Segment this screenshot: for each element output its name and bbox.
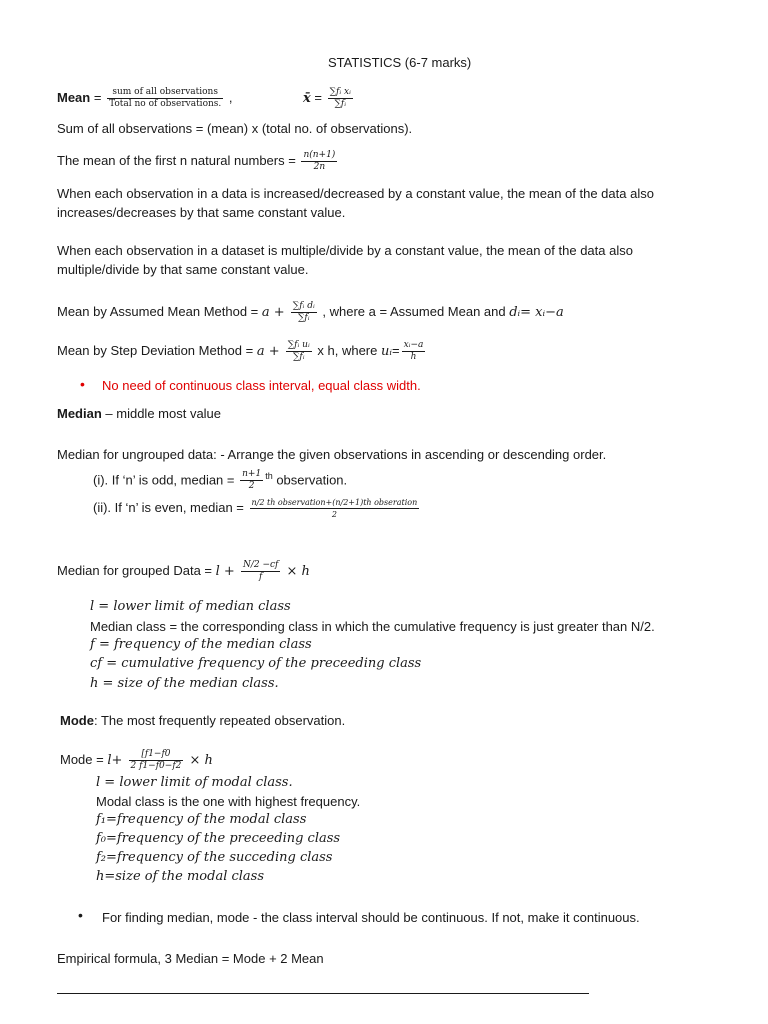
mean-symbolic-den: ∑fᵢ — [334, 99, 347, 109]
bullet-icon: • — [78, 907, 83, 923]
median-odd-post: observation. — [272, 472, 348, 488]
assumed-mean-line — [57, 301, 564, 324]
median-h-definition: h = size of the median class. — [90, 676, 279, 691]
step-den: ∑fᵢ — [292, 352, 305, 362]
assumed-rest: , where a = Assumed Mean and — [318, 303, 510, 319]
empirical-formula: Empirical formula, 3 Median = Mode + 2 Mean — [57, 951, 324, 966]
assumed-a-plus: a + — [261, 304, 289, 320]
step-deviation-line — [57, 340, 427, 363]
step-u-num: xᵢ−a — [403, 340, 424, 350]
natural-num: n(n+1) — [303, 150, 336, 160]
step-u-den: h — [410, 352, 417, 362]
mode-den: 2 f1−f0−f2 — [130, 761, 182, 771]
median-odd-den: 2 — [248, 481, 255, 492]
median-even-den: 2 — [331, 510, 337, 519]
mode-post: × h — [185, 752, 213, 768]
mode-formula — [60, 749, 213, 772]
mean-definition — [57, 87, 233, 110]
median-odd-num: n+1 — [242, 469, 262, 480]
mean-eq: = — [90, 89, 106, 105]
median-odd-th: th — [265, 471, 273, 481]
step-eq: = — [391, 342, 400, 358]
continuous-note: For finding median, mode - the class interval should be continuous. If not, make it continuous. — [102, 910, 640, 925]
page-title: STATISTICS (6-7 marks) — [328, 55, 472, 70]
assumed-num: ∑fᵢ dᵢ — [292, 301, 315, 311]
median-grouped-line — [57, 560, 310, 583]
mean-fraction-den: Total no of observations. — [109, 99, 222, 109]
median-even-line — [93, 497, 421, 520]
xbar-symbol: x̄ — [303, 90, 311, 106]
mode-formula-pre: Mode = — [60, 751, 108, 767]
natural-den: 2n — [313, 162, 326, 172]
median-grouped-pre: Median for grouped Data = — [57, 562, 216, 578]
step-u-fraction — [402, 340, 426, 363]
mode-desc: : The most frequently repeated observation. — [93, 713, 346, 728]
multiply-line-1: When each observation in a dataset is multiple/divide by a constant value, the mean of the data also — [57, 243, 633, 258]
red-note: No need of continuous class interval, equal class width. — [102, 378, 421, 393]
median-grouped-den: f — [259, 572, 263, 582]
median-l-definition: l = lower limit of median class — [90, 599, 291, 614]
median-grouped-fraction — [241, 560, 280, 583]
mode-f0-definition: f₀=frequency of the preceeding class — [96, 831, 341, 846]
median-label: Median — [57, 406, 102, 421]
median-even-num: n/2 th observation+(n/2+1)th obseration — [251, 498, 418, 507]
mode-fraction — [129, 749, 184, 772]
mean-fraction-num: sum of all observations — [107, 87, 223, 99]
mean-label: Mean — [57, 89, 91, 105]
step-num: ∑fᵢ uᵢ — [287, 340, 310, 350]
median-odd-fraction — [240, 469, 263, 492]
natural-numbers-line — [57, 150, 339, 173]
natural-fraction — [301, 150, 337, 173]
assumed-fraction — [291, 301, 317, 324]
median-odd-line — [93, 468, 347, 492]
xbar-eq: = — [310, 89, 326, 105]
assumed-den: ∑fᵢ — [298, 313, 310, 323]
mode-num: [f1−f0 — [129, 749, 184, 761]
mode-f1-definition: f₁=frequency of the modal class — [96, 812, 307, 827]
assumed-text: Mean by Assumed Mean Method = — [57, 303, 262, 319]
mode-heading — [60, 713, 345, 729]
mode-formula-l: l+ — [107, 752, 127, 768]
increase-line-1: When each observation in a data is increased/decreased by a constant value, the mean of the data also — [57, 186, 654, 201]
median-desc: – middle most value — [101, 406, 222, 421]
multiply-line-2: multiple/divide by that same constant value. — [57, 262, 309, 277]
step-xh: x h, where — [313, 342, 381, 358]
natural-text: The mean of the first n natural numbers = — [57, 152, 300, 168]
median-f-definition: f = frequency of the median class — [90, 637, 312, 652]
mode-class-definition: Modal class is the one with highest frequency. — [96, 794, 361, 809]
median-class-definition: Median class = the corresponding class in which the cumulative frequency is just greater than N/2. — [90, 619, 655, 634]
mean-comma: , — [225, 89, 233, 105]
mode-l-definition: l = lower limit of modal class. — [96, 775, 293, 790]
median-ungrouped-line: Median for ungrouped data: - Arrange the given observations in ascending or descending order. — [57, 447, 607, 462]
increase-line-2: increases/decreases by that same constant value. — [57, 205, 346, 220]
median-even-fraction — [250, 497, 420, 520]
bottom-rule — [57, 993, 589, 994]
mode-label: Mode — [60, 713, 94, 728]
mean-fraction — [107, 87, 223, 110]
step-a-plus: a + — [256, 343, 284, 359]
mean-symbolic — [303, 87, 355, 110]
median-heading — [57, 406, 221, 422]
mean-symbolic-fraction — [328, 87, 353, 110]
bullet-icon: • — [80, 376, 85, 392]
step-ui: uᵢ — [380, 343, 392, 359]
step-fraction — [286, 340, 312, 363]
median-cf-definition: cf = cumulative frequency of the preceeding class — [90, 656, 422, 671]
mean-symbolic-num: ∑fᵢ xᵢ — [329, 87, 351, 97]
sum-observations-line: Sum of all observations = (mean) x (total no. of observations). — [57, 121, 413, 136]
median-grouped-post: × h — [282, 563, 310, 579]
median-even-pre: (ii). If ‘n’ is even, median = — [93, 499, 248, 515]
step-text: Mean by Step Deviation Method = — [57, 342, 257, 358]
mode-h-definition: h=size of the modal class — [96, 869, 265, 884]
median-odd-pre: (i). If ‘n’ is odd, median = — [93, 472, 239, 488]
mode-f2-definition: f₂=frequency of the succeding class — [96, 850, 333, 865]
median-grouped-l: l + — [215, 563, 239, 579]
assumed-di: dᵢ= xᵢ−a — [509, 304, 564, 320]
median-grouped-num: N/2 −cf — [242, 560, 279, 570]
